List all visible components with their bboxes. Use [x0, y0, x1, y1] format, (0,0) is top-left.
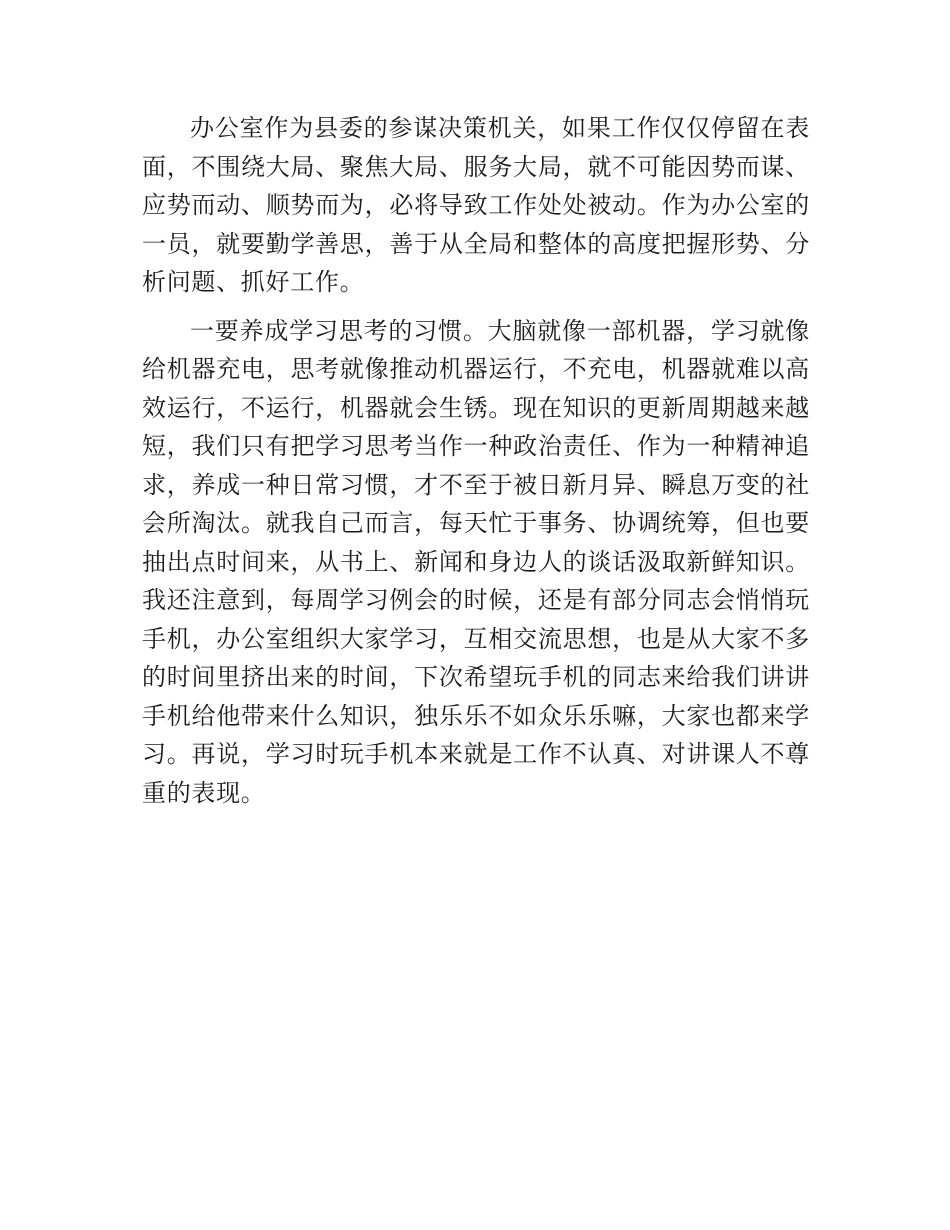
paragraph-2: 一要养成学习思考的习惯。大脑就像一部机器，学习就像给机器充电，思考就像推动机器运行，不充电，机器就难以高效运行，不运行，机器就会生锈。现在知识的更新周期越来越短，我们只有把学习思考当作一种政治责任、作为一种精神追求，养成一种日常习惯，才不至于被日新月异、瞬息万变的社会所淘汰。就我自己而言，每天忙于事务、协调统筹，但也要抽出点时间来，从书上、新闻和身边人的谈话汲取新鲜知识。我还注意到，每周学习例会的时候，还是有部分同志会悄悄玩手机，办公室组织大家学习，互相交流思想，也是从大家不多的时间里挤出来的时间，下次希望玩手机的同志来给我们讲讲手机给他带来什么知识，独乐乐不如众乐乐嘛，大家也都来学习。再说，学习时玩手机本来就是工作不认真、对讲课人不尊重的表现。 — [142, 316, 810, 807]
document-body — [142, 109, 810, 822]
paragraph-1: 办公室作为县委的参谋决策机关，如果工作仅仅停留在表面，不围绕大局、聚焦大局、服务大局，就不可能因势而谋、应势而动、顺势而为，必将导致工作处处被动。作为办公室的一员，就要勤学善思，善于从全局和整体的高度把握形势、分析问题、抓好工作。 — [142, 114, 810, 296]
